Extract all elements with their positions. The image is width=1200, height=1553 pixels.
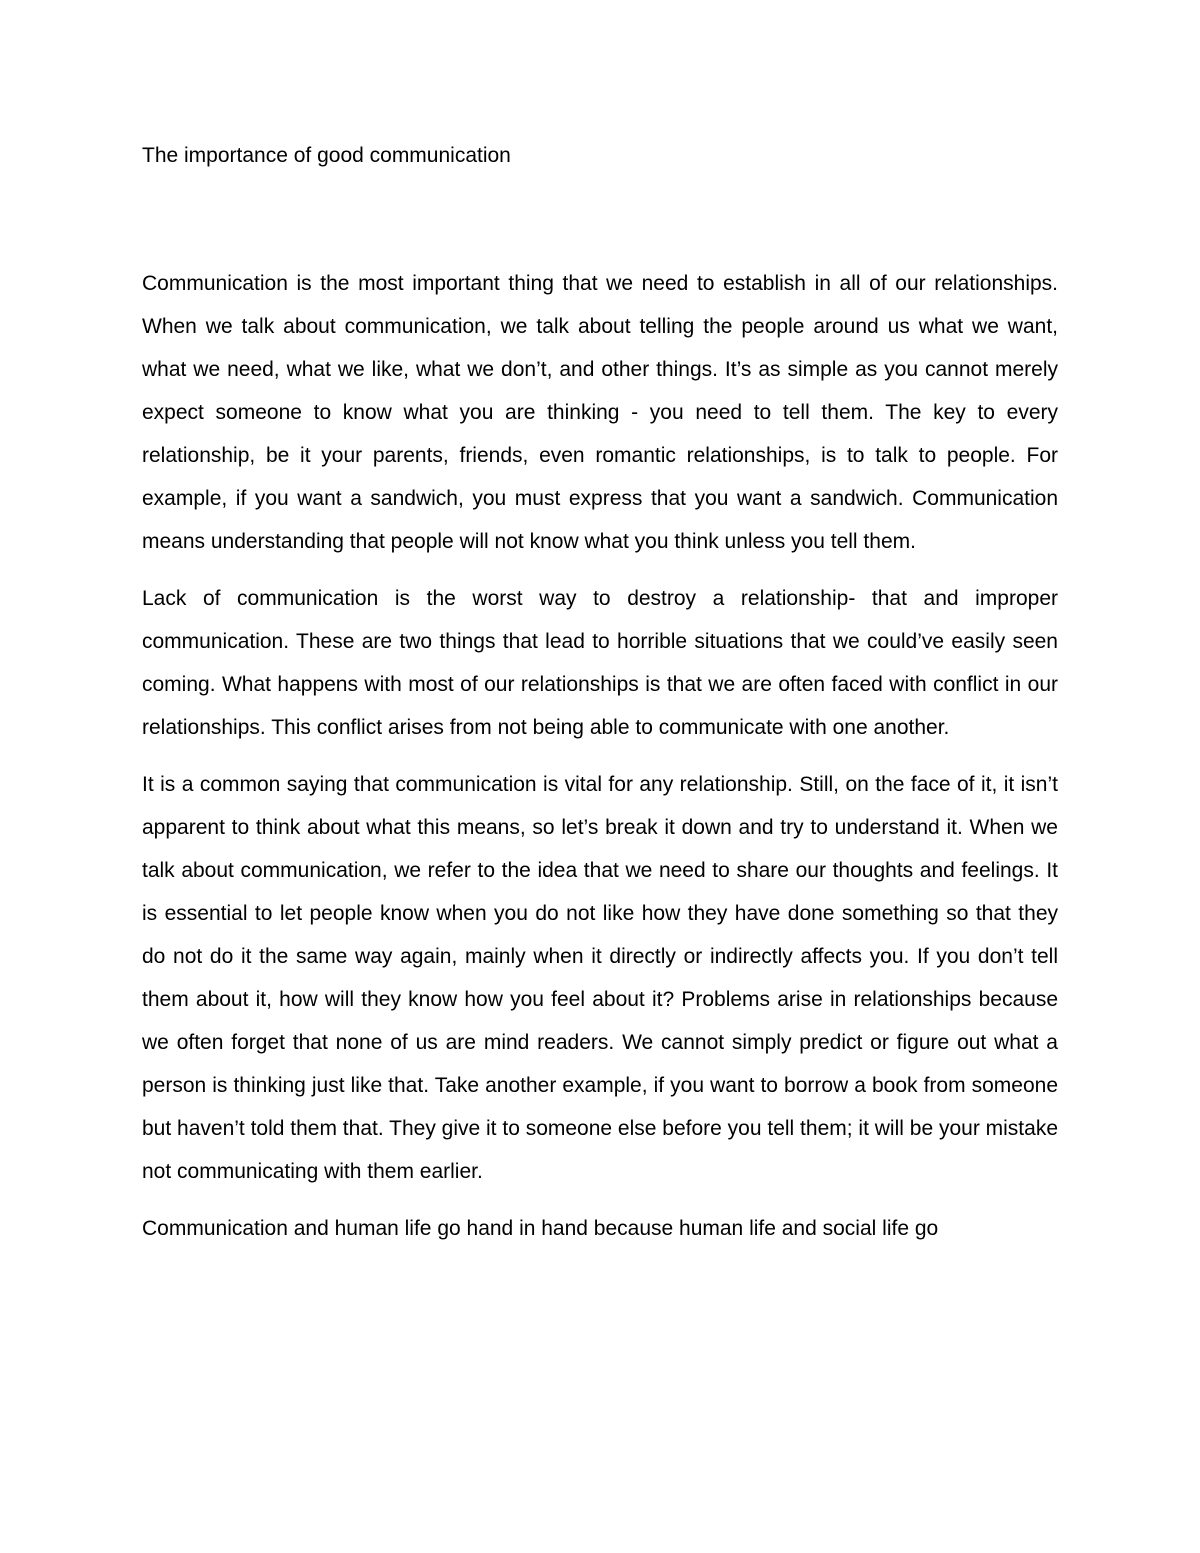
document-title: The importance of good communication [142, 144, 511, 167]
paragraph-4: Communication and human life go hand in hand because human life and social life go [142, 1217, 939, 1240]
paragraph-1: Communication is the most important thing that we need to establish in all of our relationships. When we talk about communication, we talk about telling the people around us what we want, what we need, what we like, what we don’t, and other things. It’s as simple as you cannot merely expect someone to know what you are thinking - you need to tell them. The key to every relationship, be it your parents, friends, even romantic relationships, is to talk to people. For example, if you want a sandwich, you must express that you want a sandwich. Communication means understanding that people will not know what you think unless you tell them. [142, 272, 1058, 553]
paragraph-2: Lack of communication is the worst way to destroy a relationship- that and improper communication. These are two things that lead to horrible situations that we could’ve easily seen coming. What happens with most of our relationships is that we are often faced with conflict in our relationships. This conflict arises from not being able to communicate with one another. [142, 587, 1058, 739]
document-body [142, 262, 1058, 1264]
paragraph-3: It is a common saying that communication is vital for any relationship. Still, on the face of it, it isn’t apparent to think about what this means, so let’s break it down and try to understand it. When we talk about communication, we refer to the idea that we need to share our thoughts and feelings. It is essential to let people know when you do not like how they have done something so that they do not do it the same way again, mainly when it directly or indirectly affects you. If you don’t tell them about it, how will they know how you feel about it? Problems arise in relationships because we often forget that none of us are mind readers. We cannot simply predict or figure out what a person is thinking just like that. Take another example, if you want to borrow a book from someone but haven’t told them that. They give it to someone else before you tell them; it will be your mistake not communicating with them earlier. [142, 773, 1058, 1183]
